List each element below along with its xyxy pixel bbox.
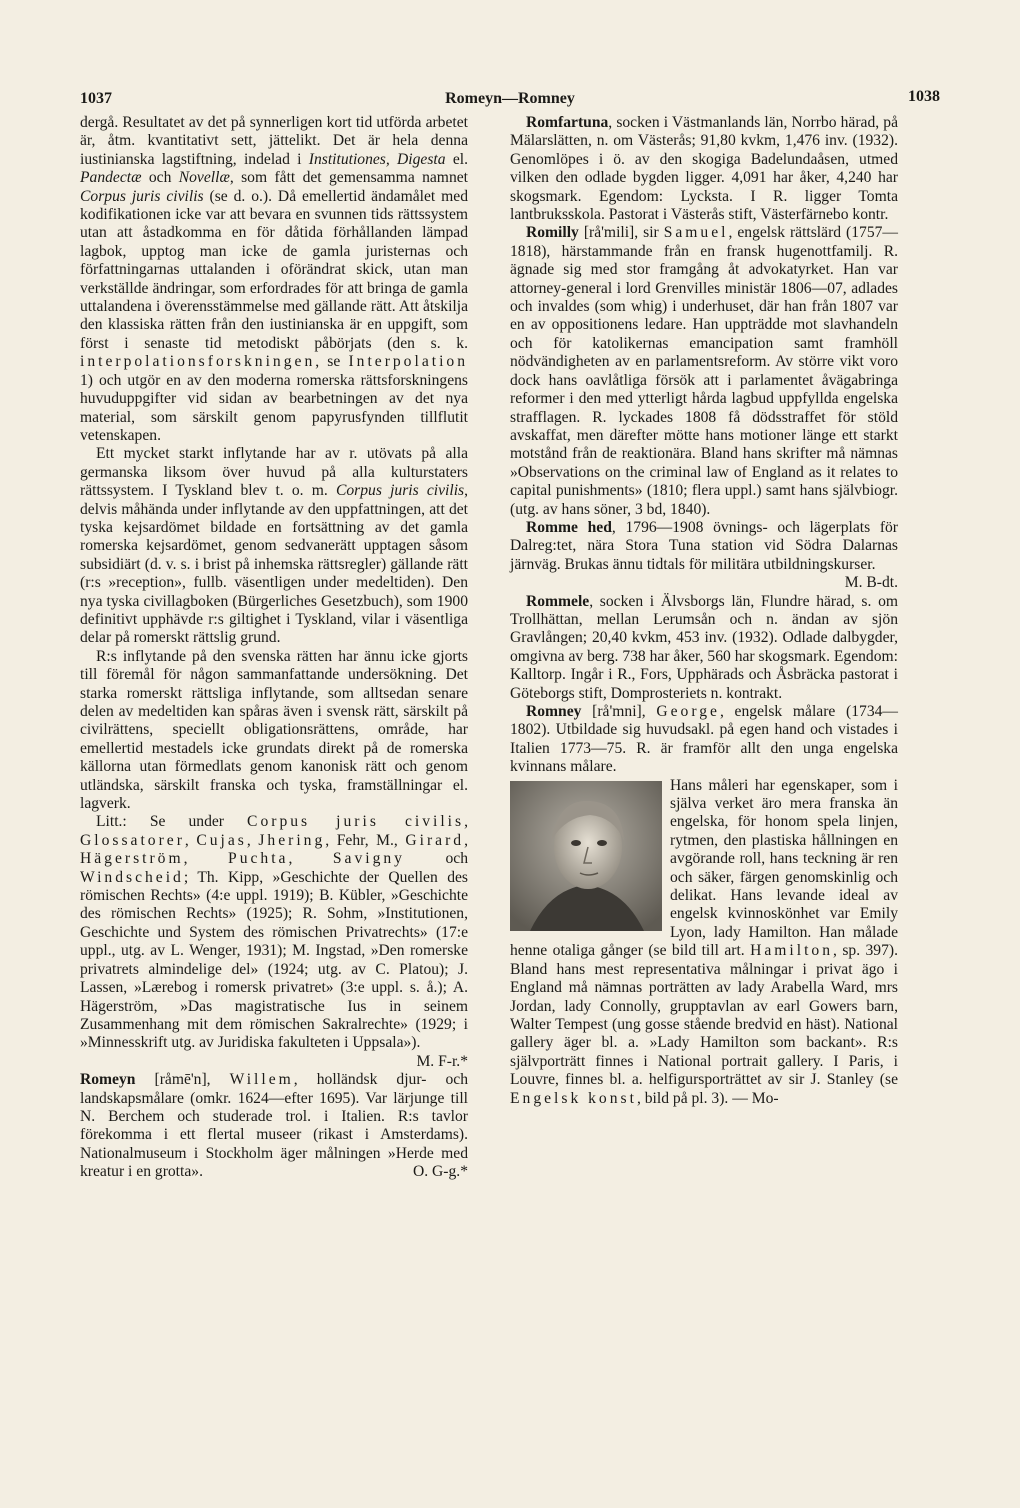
- author-signature: M. F-r.*: [416, 1052, 468, 1070]
- headword: Romney: [526, 703, 582, 720]
- entry-romeyn: Romeyn [råmē'n], Willem, holländsk djur- och landskapsmålare (omkr. 1624—efter 1695). Var lärjunge till N. Berchem och studerade trol. i Italien. R:s tavlor förekomma i ett flertal museer (rikast i Amsterdams). Nationalmuseum i Stockholm äger målningen »Herde med kreatur i en grotta». O. G-g.*: [80, 1071, 468, 1181]
- entry-romme-hed: Romme hed, 1796—1908 övnings- och lägerplats för Dalreg:tet, nära Stora Tuna station vid Södra Dalarnas järnväg. Brukas ännu tidtals för militära utbildningskurser. M. B-dt.: [510, 518, 898, 592]
- paragraph-roman-law-codification: dergå. Resultatet av det på synnerligen kort tid utförda arbetet är, åtm. kvantitativt sett, jättelikt. Det är hela denna iustinianska lagstiftning, indelad i Institutiones, Digesta el. Pandectæ och Novellæ, som fått det gemensamma namnet Corpus juris civilis (se d. o.). Då emellertid ändamålet med kodifikationen icke var att bevara en svunnen tids rättssystem utan att åstadkomma en för dåtida förhållanden lämpad lagbok, upptog man icke de gamla juristernas och författningarnas uttalanden i oförändrat skick, utan man verkställde ändringar, som erfordrades för att bringa de gamla uttalandena i överensstämmelse med gällande rätt. Att åtskilja den klassiska rätten från den iustinianska är en uppgift, som först i senaste tid metodiskt påbörjats (den s. k. interpolationsforskningen, se Interpolation 1) och utgör en av den moderna romerska rättsforskningens huvuduppgifter vid sidan av bearbetningen av det nya material, som särskilt genom papyrusfynden tillflutit vetenskapen.: [80, 114, 468, 444]
- page-number-left: 1037: [80, 90, 112, 107]
- headword: Rommele: [526, 592, 590, 610]
- page-number-right: 1038: [908, 88, 940, 105]
- headword: Romilly: [526, 224, 579, 242]
- entry-romfartuna: Romfartuna, socken i Västmanlands län, Norrbo härad, på Mälarslätten, n. om Västerås; 91,80 kvkm, 1,476 inv. (1932). Genomlöpes i ö. av den skogiga Badelundaåsen, utmed vilken den odlade bygden ligger. 4,091 har åker, 4,240 har skogsmark. Egendom: Lycksta. I R. ligger Tomta lantbruksskola. Pastorat i Västerås stift, Västerfärnebo kontr.: [510, 114, 898, 224]
- entry-rommele: Rommele, socken i Älvsborgs län, Flundre härad, s. om Trollhättan, mellan Lerumsån och n. ändan av sjön Gravlången; 20,40 kvkm, 453 inv. (1932). Odlade dalbygder, omgivna av berg. 738 har åker, 560 har skogsmark. Egendom: Kalltorp. Ingår i R., Fors, Upphärads och Åsbräcka pastorat i Göteborgs stift, Domprosteriets n. kontrakt.: [510, 592, 898, 702]
- entry-romney: Romney [rå'mni], George, engelsk målare (1734—1802). Utbildade sig huvudsakl. på egen hand och vistades i Italien 1773—75. R. är framför allt den unga engelska kvinnans målare.: [510, 703, 899, 776]
- author-signature: O. G-g.*: [412, 1163, 468, 1181]
- paragraph-influence-sweden: R:s inflytande på den svenska rätten har ännu icke gjorts till föremål för någon sammanfattande undersökning. Det starka romerskt rättsliga inflytande, som alltsedan senare delen av medeltiden kan spåras även i svensk rätt, särskilt på civilrättens, speciellt obligationsrättens, område, har emellertid mestadels icke grundats direkt på de romerska källorna utan förmedlats genom kanonisk rätt och genom utländska, särskilt franska och tyska, framställningar el. lagverk.: [80, 647, 468, 813]
- headword: Romme hed: [526, 518, 612, 536]
- portrait-image: [510, 781, 662, 931]
- page-title: Romeyn—Romney: [445, 90, 575, 107]
- paragraph-influence-germany: Ett mycket starkt inflytande har av r. utövats på alla germanska liksom över huvud på alla kulturstaters rättssystem. I Tyskland blev t. o. m. Corpus juris civilis, delvis måhända under inflytande av den uppfattningen, att det tyska kejsardömet bildade en fortsättning av det gamla romerska kejsardömet, genom sedvanerätt upptagen såsom subsidiärt (d. v. s. i brist på inhemska rättsregler) gällande rätt (r:s »reception», fullb. väsentligen under medeltiden). Den nya tyska civillagboken (Bürgerliches Gesetzbuch), som 1900 definitivt upphävde r:s giltighet i Tyskland, vilar i väsentliga delar på romerskt rättslig grund.: [80, 445, 468, 647]
- headword: Romfartuna: [526, 114, 609, 131]
- entry-romney-continued: Hans måleri har egenskaper, som i själva verket äro mera franska än engelska, för honom spela linjen, rytmen, den plastiska hållningen en avgörande roll, hans teckning är ren och säker, färgen genomskinlig och delikat. Hans levande ideal av engelsk kvinnoskönhet var Emily Lyon, lady Hamilton. Han målade henne otaliga gånger (se bild till art. Hamilton, sp. 397). Bland hans mest representativa målningar i privat ägo i England må nämnas porträtten av lady Arabella Ward, mrs Jordan, lady Connolly, grupptavlan av earl Gowers barn, Walter Tempest (ung gosse stående bredvid en häst). National gallery äger bl. a. »Lady Hamilton som backant». R:s självporträtt finnes i National portrait gallery. I Paris, i Louvre, finnes bl. a. helfigursporträttet av sir J. Stanley (se Engelsk konst, bild på pl. 3). — Mo-: [510, 776, 898, 1107]
- paragraph-literature: Litt.: Se under Corpus juris civilis, Glossatorer, Cujas, Jhering, Fehr, M., Girard, Hägerström, Puchta, Savigny och Windscheid; Th. Kipp, »Geschichte der Quellen des römischen Rechts» (4:e uppl. 1919); B. Kübler, »Geschichte des römischen Rechts» (1925); R. Sohm, »Institutionen, Geschichte und System des römischen Privatrechts» (17:e uppl., utg. av L. Wenger, 1931); M. Ingstad, »Den romerske privatrets almindelige del» (1924; utg. av C. Platou); J. Lassen, »Lærebog i romersk privatret» (3:e uppl. s. å.); A. Hägerström, »Das magistratische Ius in seinem Zusammenhang mit dem römischen Sakralrechte» (1929; i »Minnesskrift utg. av Juridiska fakulteten i Uppsala»). M. F-r.*: [80, 813, 468, 1070]
- entry-romilly: Romilly [rå'mili], sir Samuel, engelsk rättslärd (1757—1818), härstammande från en fransk hugenottfamilj. R. ägnade sig med stor framgång åt advokatyrket. Han var attorney-general i lord Grenvilles ministär 1806—07, adlades och invaldes (som whig) i underhuset, där han från 1807 var en av oppositionens ledare. Han uppträdde mot slavhandeln och för katolikernas emancipation samt framhöll nödvändigheten av en parlamentsreform. Av större vikt voro dock hans oavlåtliga försök att i parlamentet åvägabringa reformer i den med ytterligt hårda lagbud uppfyllda engelska strafflagen. R. lyckades 1808 få dödsstraffet för stöld avskaffat, men därefter mötte hans motioner länge ett starkt motstånd från de reaktionära. Bland hans skrifter må nämnas »Observations on the criminal law of England as it relates to capital punishments» (1810; flera uppl.) samt hans självbiogr. (utg. av hans söner, 3 bd, 1840).: [510, 224, 899, 518]
- headword: Romeyn: [80, 1071, 136, 1089]
- page-header: [80, 88, 940, 112]
- left-column: [80, 114, 468, 1182]
- author-signature: M. B-dt.: [844, 574, 898, 592]
- right-column: [510, 114, 898, 1108]
